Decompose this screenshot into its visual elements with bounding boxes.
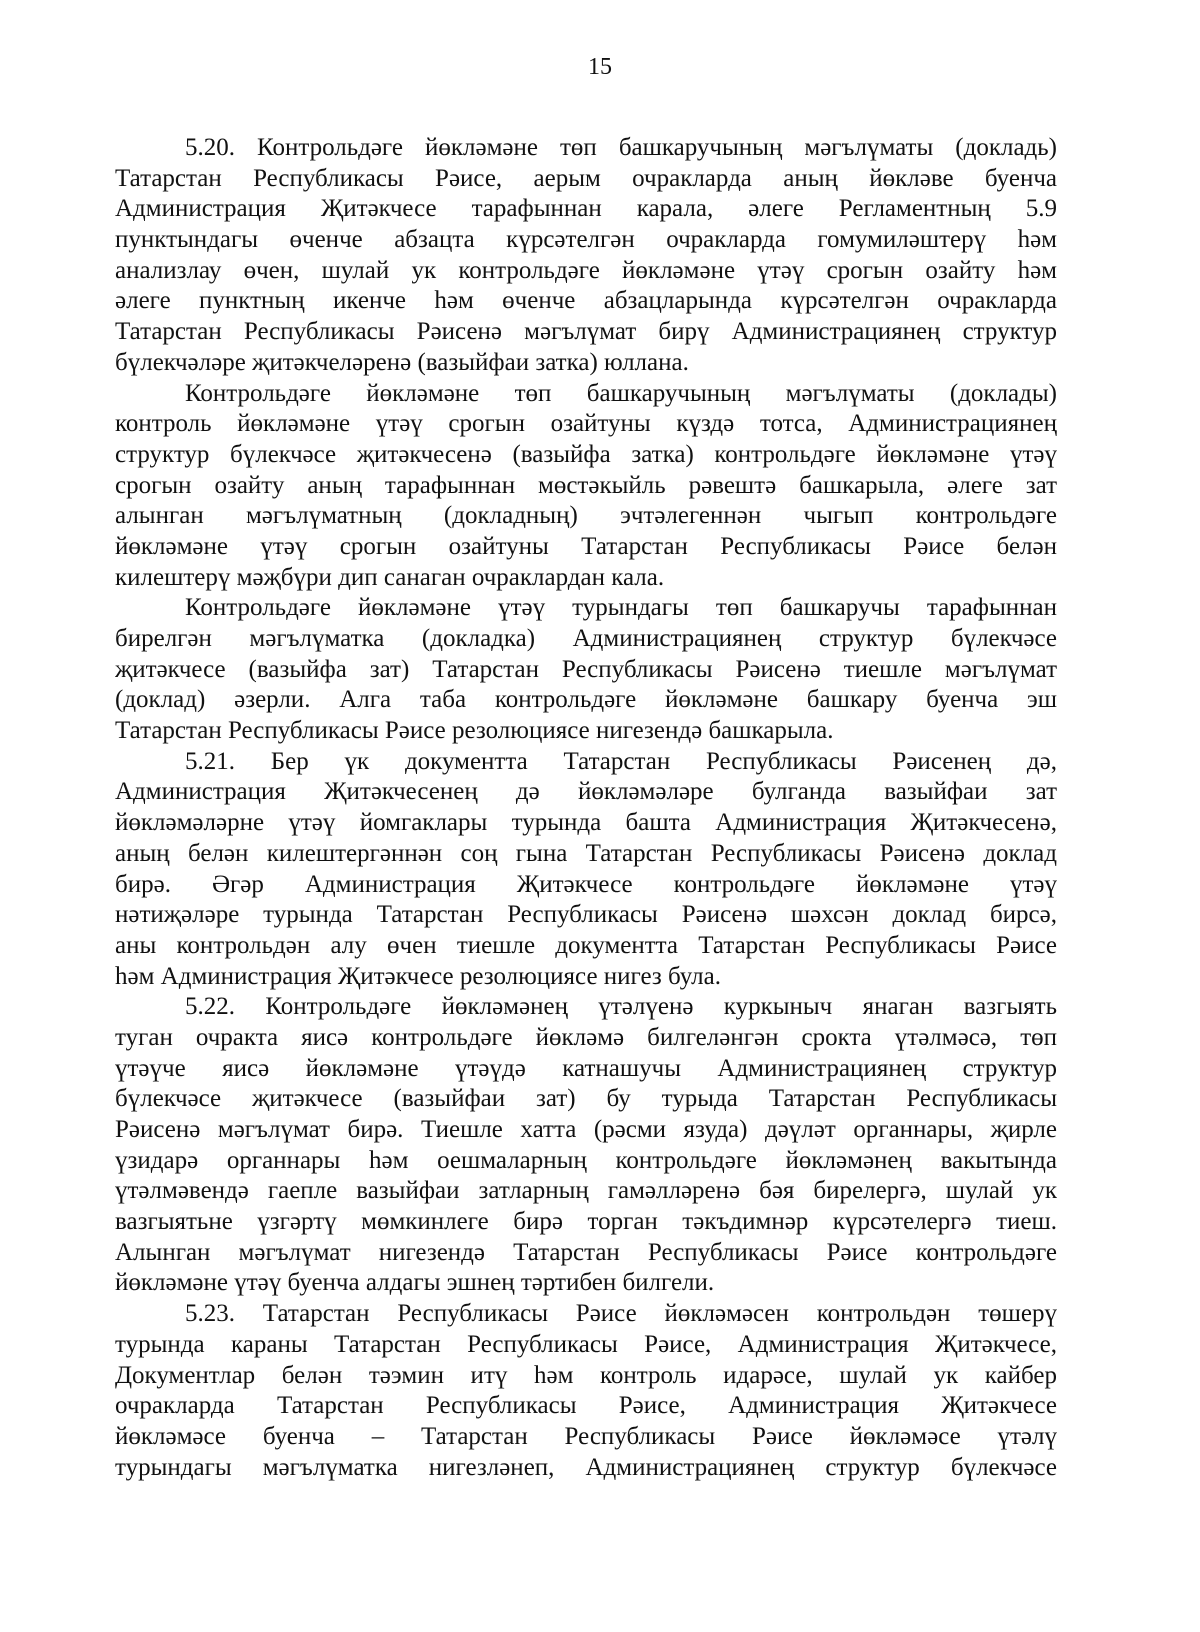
- text-line: бүлекчәләре җитәкчеләренә (вазыйфаи затка) юллана.: [115, 348, 689, 376]
- text-line: контроль йөкләмәне үтәү срогын озайтуны күздә тотса, Администрациянең: [115, 410, 1057, 438]
- text-line: Татарстан Республикасы Рәисе резолюциясе нигезендә башкарыла.: [115, 717, 834, 745]
- text-line: пунктындагы өченче абзацта күрсәтелгән очракларда гомумиләштерү һәм: [115, 226, 1057, 254]
- text-line: Татарстан Республикасы Рәисе, аерым очракларда аның йөкләве буенча: [115, 164, 1057, 192]
- text-line: срогын озайту аның тарафыннан мөстәкыйль рәвештә башкарыла, әлеге зат: [115, 471, 1057, 499]
- paragraph: [115, 379, 1057, 594]
- text-line: структур бүлекчәсе җитәкчесенә (вазыйфа затка) контрольдәге йөкләмәне үтәү: [115, 440, 1057, 468]
- text-line: бирелгән мәгълүматка (докладка) Администрациянең структур бүлекчәсе: [115, 625, 1057, 652]
- text-line: 5.21. Бер үк документта Татарстан Республикасы Рәисенең дә,: [185, 747, 1057, 775]
- text-line: бирә. Әгәр Администрация Җитәкчесе контрольдәге йөкләмәне үтәү: [115, 870, 1057, 898]
- text-line: әлеге пунктның икенче һәм өченче абзацларында күрсәтелгән очракларда: [115, 287, 1057, 315]
- text-line: 5.22. Контрольдәге йөкләмәнең үтәлүенә куркыныч янаган вазгыять: [185, 993, 1057, 1021]
- text-line: йөкләмәне үтәү буенча алдагы эшнең тәртибен билгели.: [115, 1269, 715, 1297]
- text-line: Контрольдәге йөкләмәне төп башкаручының мәгълүматы (доклады): [185, 379, 1057, 407]
- text-line: йөкләмәсе буенча – Татарстан Республикасы Рәисе йөкләмәсе үтәлү: [115, 1422, 1057, 1450]
- text-line: йөкләмәне үтәү срогын озайтуны Татарстан Республикасы Рәисе белән: [115, 532, 1057, 560]
- text-line: Администрация Җитәкчесенең дә йөкләмәләре булганда вазыйфаи зат: [115, 778, 1057, 806]
- text-line: вазгыятьне үзгәртү мөмкинлеге бирә торган тәкъдимнәр күрсәтелергә тиеш.: [115, 1208, 1057, 1236]
- text-line: Контрольдәге йөкләмәне үтәү турындагы төп башкаручы тарафыннан: [185, 594, 1057, 622]
- text-line: турында караны Татарстан Республикасы Рәисе, Администрация Җитәкчесе,: [115, 1330, 1057, 1358]
- text-line: җитәкчесе (вазыйфа зат) Татарстан Республикасы Рәисенә тиешле мәгълүмат: [115, 655, 1057, 683]
- paragraph: [115, 133, 1057, 379]
- text-line: үзидарә органнары һәм оешмаларның контрольдәге йөкләмәнең вакытында: [115, 1146, 1057, 1174]
- paragraph: [115, 747, 1057, 993]
- text-line: 5.23. Татарстан Республикасы Рәисе йөкләмәсен контрольдән төшерү: [185, 1300, 1057, 1328]
- text-line: аны контрольдән алу өчен тиешле документта Татарстан Республикасы Рәисе: [115, 931, 1057, 959]
- text-line: алынган мәгълүматның (докладның) эчтәлегеннән чыгып контрольдәге: [115, 502, 1057, 530]
- text-line: анализлау өчен, шулай ук контрольдәге йөкләмәне үтәү срогын озайту һәм: [115, 256, 1057, 284]
- paragraph: [115, 1299, 1057, 1483]
- text-line: 5.20. Контрольдәге йөкләмәне төп башкаручының мәгълүматы (докладь): [185, 134, 1057, 161]
- text-line: нәтиҗәләре турында Татарстан Республикасы Рәисенә шәхсән доклад бирсә,: [115, 901, 1057, 929]
- document-body: [115, 133, 1057, 1483]
- text-line: үтәүче яисә йөкләмәне үтәүдә катнашучы Администрациянең структур: [115, 1054, 1057, 1082]
- page-number: 15: [588, 54, 612, 80]
- text-line: йөкләмәләрне үтәү йомгаклары турында башта Администрация Җитәкчесенә,: [115, 809, 1057, 837]
- paragraph: [115, 593, 1057, 746]
- text-line: бүлекчәсе җитәкчесе (вазыйфаи зат) бу турыда Татарстан Республикасы: [115, 1085, 1057, 1113]
- text-line: килештерү мәҗбүри дип санаган очраклардан кала.: [115, 563, 665, 591]
- text-line: Татарстан Республикасы Рәисенә мәгълүмат бирү Администрациянең структур: [115, 318, 1057, 346]
- text-line: һәм Администрация Җитәкчесе резолюциясе нигез була.: [115, 962, 721, 990]
- text-line: (доклад) әзерли. Алга таба контрольдәге йөкләмәне башкару буенча эш: [115, 686, 1057, 714]
- paragraph: [115, 992, 1057, 1299]
- text-line: очракларда Татарстан Республикасы Рәисе, Администрация Җитәкчесе: [115, 1392, 1057, 1420]
- text-line: аның белән килештергәннән соң гына Татарстан Республикасы Рәисенә доклад: [115, 839, 1057, 867]
- text-line: үтәлмәвендә гаепле вазыйфаи затларның гамәлләренә бәя бирелергә, шулай ук: [115, 1177, 1057, 1205]
- text-line: Алынган мәгълүмат нигезендә Татарстан Республикасы Рәисе контрольдәге: [115, 1238, 1057, 1266]
- text-line: Документлар белән тәэмин итү һәм контроль идарәсе, шулай ук кайбер: [115, 1361, 1057, 1389]
- text-line: Рәисенә мәгълүмат бирә. Тиешле хатта (рәсми язуда) дәүләт органнары, җирле: [115, 1116, 1057, 1143]
- text-line: Администрация Җитәкчесе тарафыннан карала, әлеге Регламентның 5.9: [115, 195, 1057, 223]
- text-line: турындагы мәгълүматка нигезләнеп, Администрациянең структур бүлекчәсе: [115, 1453, 1057, 1481]
- text-line: туган очракта яисә контрольдәге йөкләмә билгеләнгән срокта үтәлмәсә, төп: [115, 1023, 1057, 1051]
